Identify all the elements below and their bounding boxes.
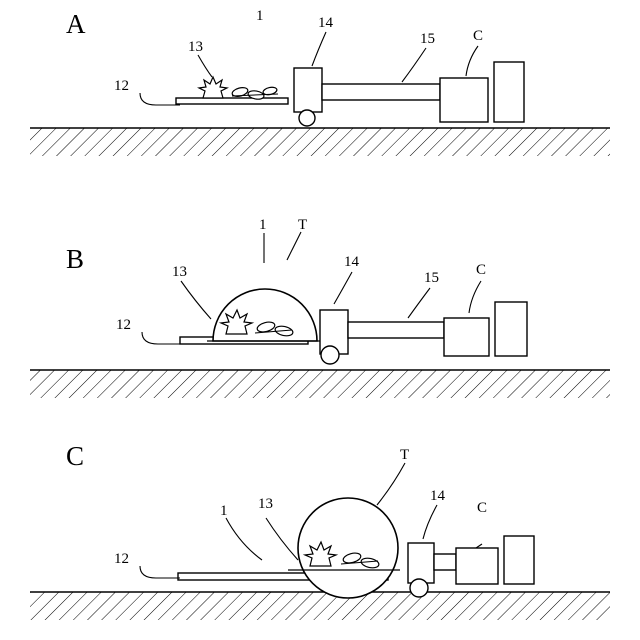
label-14-a: 14 bbox=[318, 15, 333, 31]
leader-13-c bbox=[266, 518, 298, 560]
panel-a bbox=[30, 8, 610, 156]
label-13-b: 13 bbox=[172, 264, 187, 280]
ground-hatch-b bbox=[30, 370, 610, 398]
ground-hatch-a bbox=[30, 128, 610, 156]
label-t-c: T bbox=[400, 447, 410, 463]
control-unit-a bbox=[440, 78, 488, 122]
label-12-c: 12 bbox=[114, 551, 129, 567]
leader-t-b bbox=[287, 232, 301, 260]
label-1-b: 1 bbox=[259, 217, 267, 233]
panel-c-letter: C bbox=[66, 441, 85, 471]
leader-15-b bbox=[408, 288, 430, 318]
label-12-b: 12 bbox=[116, 317, 131, 333]
label-c-c: C bbox=[477, 500, 488, 516]
label-c-b: C bbox=[476, 262, 487, 278]
leader-14-a bbox=[312, 32, 326, 66]
label-14-b: 14 bbox=[344, 254, 359, 270]
cabinet-a bbox=[494, 62, 524, 122]
leader-c-b bbox=[469, 281, 481, 313]
label-c-a: C bbox=[473, 28, 484, 44]
ground-hatch-c bbox=[30, 592, 610, 620]
label-1-a: 1 bbox=[256, 8, 264, 24]
control-unit-b bbox=[444, 318, 489, 356]
gantry-c bbox=[408, 543, 434, 583]
leader-c-a bbox=[466, 46, 478, 76]
cabinet-c bbox=[504, 536, 534, 584]
arm-c bbox=[434, 554, 456, 570]
label-15-a: 15 bbox=[420, 31, 435, 47]
gantry-wheel-c bbox=[410, 579, 428, 597]
label-12-a: 12 bbox=[114, 78, 129, 94]
panel-a-letter: A bbox=[66, 9, 86, 39]
leader-13-a bbox=[198, 55, 212, 77]
label-t-b: T bbox=[298, 217, 308, 233]
leader-1-c bbox=[226, 518, 262, 560]
label-1-c: 1 bbox=[220, 503, 228, 519]
leader-12-a bbox=[140, 93, 180, 105]
arm-b bbox=[348, 322, 444, 338]
leader-12-c bbox=[140, 566, 180, 578]
panel-c bbox=[30, 441, 610, 620]
gantry-a bbox=[294, 68, 322, 112]
cabinet-b bbox=[495, 302, 527, 356]
leader-13-b bbox=[181, 281, 211, 319]
gantry-wheel-b bbox=[321, 346, 339, 364]
subject-a bbox=[199, 77, 278, 100]
leader-14-b bbox=[334, 272, 352, 304]
label-13-a: 13 bbox=[188, 39, 203, 55]
leader-14-c bbox=[423, 505, 437, 539]
label-15-b: 15 bbox=[424, 270, 439, 286]
control-unit-c bbox=[456, 548, 498, 584]
arm-a bbox=[322, 84, 440, 100]
leader-15-a bbox=[402, 48, 426, 82]
leader-12-b bbox=[142, 332, 182, 344]
label-14-c: 14 bbox=[430, 488, 445, 504]
gantry-wheel-a bbox=[299, 110, 315, 126]
panel-b bbox=[30, 217, 610, 398]
label-13-c: 13 bbox=[258, 496, 273, 512]
leader-t-c bbox=[377, 463, 405, 505]
bed-surface-a bbox=[176, 98, 288, 104]
panel-b-letter: B bbox=[66, 244, 85, 274]
